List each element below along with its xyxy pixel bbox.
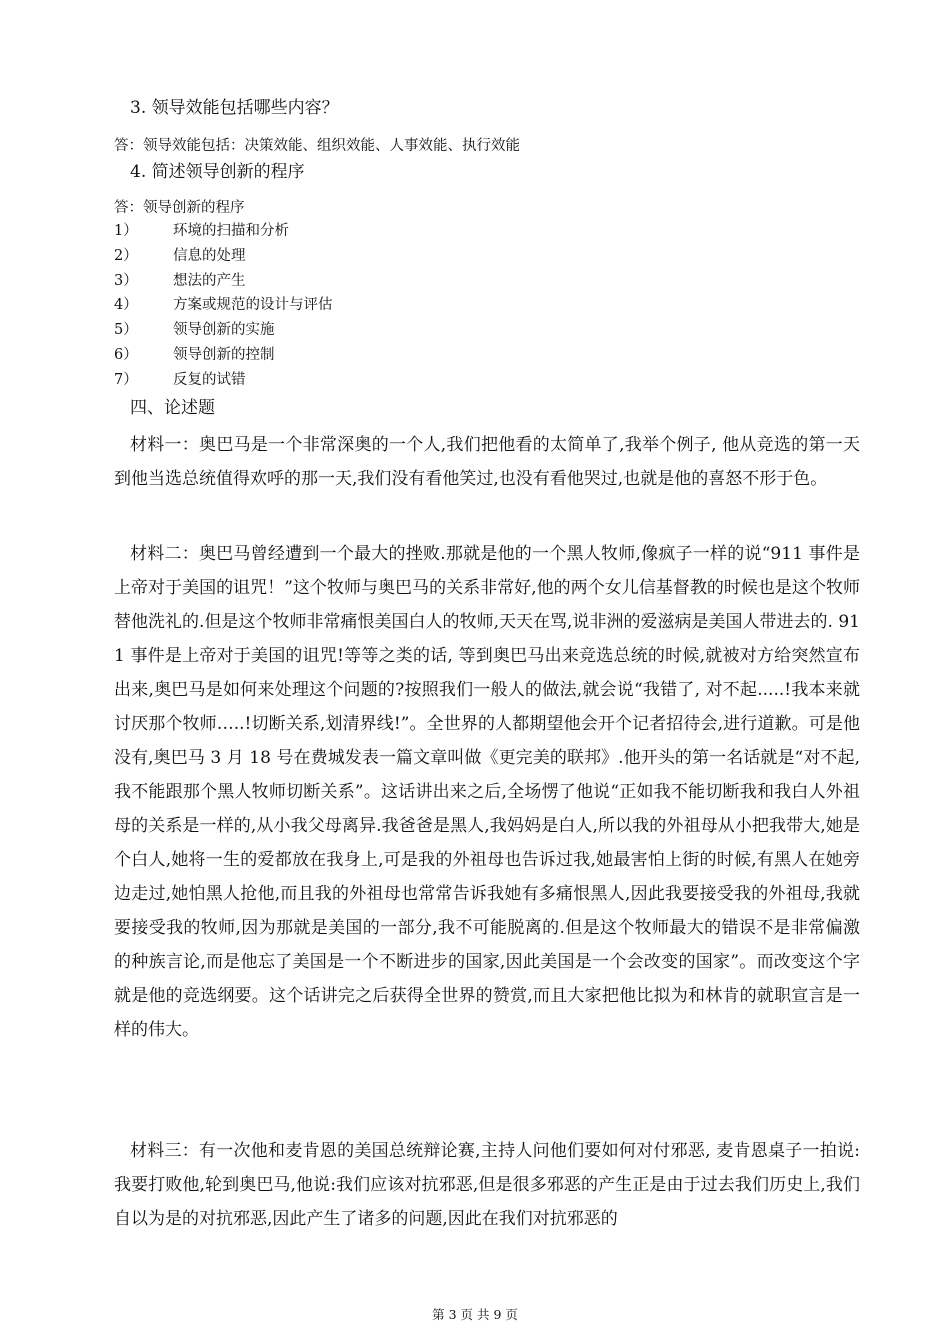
step-number: 2） bbox=[114, 247, 138, 264]
step-text: 方案或规范的设计与评估 bbox=[173, 297, 333, 314]
material-3-paragraph: 材料三：有一次他和麦肯恩的美国总统辩论赛,主持人问他们要如何对付邪恶, 麦肯恩桌子一拍说:我要打败他,轮到奥巴马,他说:我们应该对抗邪恶,但是很多邪恶的产生正是由于过去我们历史上,我们自以为是的对抗邪恶,因此产生了诸多的问题,因此在我们对抗邪恶的 bbox=[114, 1141, 860, 1229]
page-footer: 第 3 页 共 9 页 bbox=[432, 1307, 518, 1322]
question-4-heading: 4. 简述领导创新的程序 bbox=[130, 162, 305, 182]
step-number: 6） bbox=[114, 346, 138, 363]
step-text: 反复的试错 bbox=[173, 371, 246, 388]
step-number: 1） bbox=[114, 223, 138, 239]
step-number: 7） bbox=[114, 371, 138, 388]
step-text: 领导创新的实施 bbox=[173, 322, 275, 339]
section-4-heading: 四、论述题 bbox=[130, 398, 215, 418]
question-4-answer: 答：领导创新的程序 bbox=[114, 200, 245, 216]
material-2-paragraph: 材料二：奥巴马曾经遭到一个最大的挫败.那就是他的一个黑人牧师,像疯子一样的说“911 事件是上帝对于美国的诅咒！”这个牧师与奥巴马的关系非常好,他的两个女儿信基督教的时候也是这个牧师替他洗礼的.但是这个牧师非常痛恨美国白人的牧师,天天在骂,说非洲的爱滋病是美国人带进去的. 911 事件是上帝对于美国的诅咒!等等之类的话, 等到奥巴马出来竞选总统的时候,就被对方给突然宣布出来,奥巴马是如何来处理这个问题的?按照我们一般人的做法,就会说“我错了, 对不起.....!我本来就讨厌那个牧师…..!切断关系,划清界线!”。全世界的人都期望他会开个记者招待会,进行道歉。可是他没有,奥巴马 3 月 18 号在费城发表一篇文章叫做《更完美的联邦》.他开头的第一名话就是“对不起,我不能跟那个黑人牧师切断关系”。这话讲出来之后,全场愣了他说“正如我不能切断我和我白人外祖母的关系是一样的,从小我父母离异.我爸爸是黑人,我妈妈是白人,所以我的外祖母从小把我带大,她是个白人,她将一生的爱都放在我身上,可是我的外祖母也告诉过我,她最害怕上街的时候,有黑人在她旁边走过,她怕黑人抢他,而且我的外祖母也常常告诉我她有多痛恨黑人,因此我要接受我的外祖母,我就要接受我的牧师,因为那就是美国的一部分,我不可能脱离的.但是这个牧师最大的错误不是非常偏激的种族言论,而是他忘了美国是一个不断进步的国家,因此美国是一个会改变的国家”。而改变这个字就是他的竞选纲要。这个话讲完之后获得全世界的赞赏,而且大家把他比拟为和林肯的就职宣言是一样的伟大。 bbox=[114, 544, 860, 1040]
step-text: 想法的产生 bbox=[173, 272, 246, 289]
step-text: 领导创新的控制 bbox=[173, 346, 275, 363]
step-number: 4） bbox=[114, 297, 138, 314]
step-text: 环境的扫描和分析 bbox=[173, 223, 289, 239]
step-number: 5） bbox=[114, 322, 138, 339]
step-number: 3） bbox=[114, 272, 138, 289]
material-1-paragraph: 材料一：奥巴马是一个非常深奥的一个人,我们把他看的太简单了,我举个例子, 他从竞选的第一天到他当选总统值得欢呼的那一天,我们没有看他笑过,也没有看他哭过,也就是他的喜怒不形于色。 bbox=[114, 435, 860, 489]
step-text: 信息的处理 bbox=[173, 247, 246, 264]
question-3-answer: 答：领导效能包括：决策效能、组织效能、人事效能、执行效能 bbox=[114, 138, 520, 154]
question-3-heading: 3. 领导效能包括哪些内容？ bbox=[130, 98, 339, 118]
